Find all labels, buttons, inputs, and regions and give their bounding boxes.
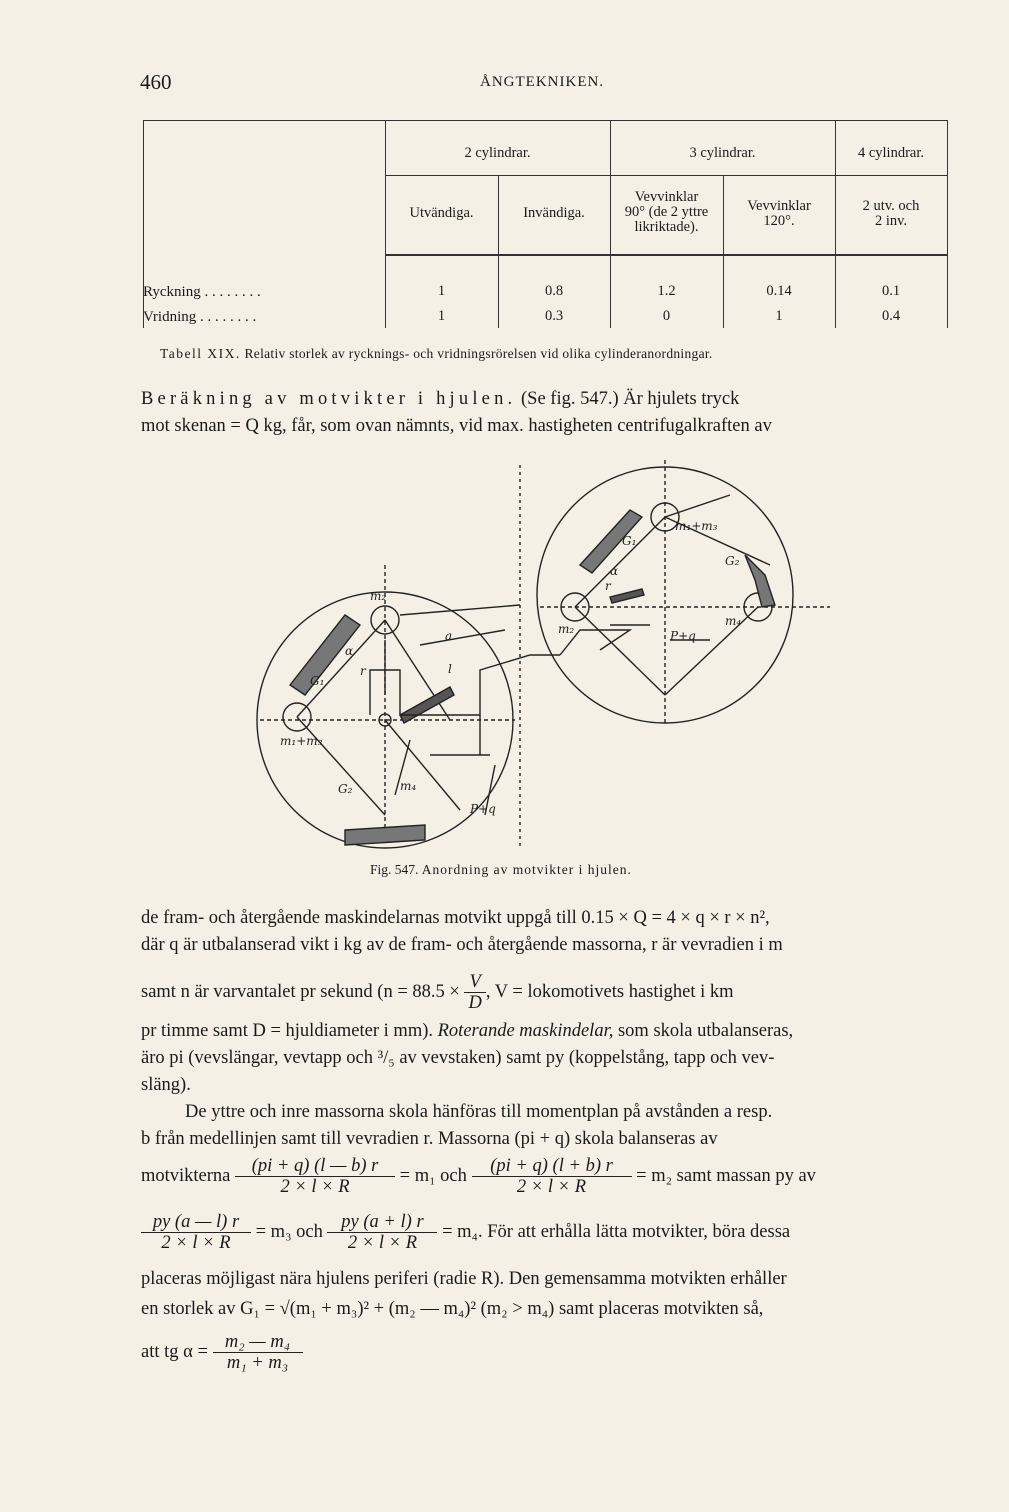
figure-label: G₂ bbox=[725, 554, 740, 568]
fraction-tg-alpha: $\frac{\text{m₂ — m₄}}{\text{m₁ + m₃}}$ bbox=[213, 1332, 303, 1373]
row-label-vridning: Vridning . . . . . . . . bbox=[143, 309, 257, 325]
body-text: motvikterna bbox=[141, 1165, 231, 1186]
body-line: b från medellinjen samt till vevradien r. Massorna (pi + q) skola balanseras av bbox=[141, 1129, 718, 1149]
body-text: = m₃ och bbox=[255, 1221, 323, 1242]
table-cell: 0.3 bbox=[544, 308, 564, 324]
section-heading: Beräkning av motvikter i hjulen. bbox=[141, 389, 517, 409]
section-heading-line bbox=[141, 386, 948, 412]
table-cell: 0 bbox=[662, 308, 671, 324]
connecting-rods bbox=[370, 655, 560, 715]
fraction-m2: $\frac{(pi + q) (l + b) r}{2 \times l \times R}$ bbox=[472, 1156, 632, 1197]
figure-label: α bbox=[345, 644, 354, 658]
col-header-2utv-2inv: 2 utv. och 2 inv. bbox=[862, 198, 920, 229]
body-text: = m₂ samt massan py av bbox=[636, 1165, 816, 1186]
left-counterweight-3 bbox=[400, 687, 454, 723]
figure-label: r bbox=[605, 579, 611, 593]
col-header-vevvinklar-90: Vevvinklar 90° (de 2 yttre likriktade). bbox=[624, 189, 709, 235]
body-line: placeras möjligast nära hjulens periferi (radie R). Den gemensamma motvikten erhåller bbox=[141, 1269, 787, 1289]
table-cell: 1 bbox=[437, 308, 446, 324]
page-number: 460 bbox=[140, 70, 172, 94]
body-line: äro pi (vevslängar, vevtapp och ³/₅ av vevstaken) samt py (koppelstång, tapp och vev- bbox=[141, 1048, 775, 1068]
table-cell: 0.1 bbox=[881, 283, 901, 299]
running-title: ÅNGTEKNIKEN. bbox=[480, 74, 605, 90]
table-xix bbox=[143, 120, 948, 328]
col-header-invandiga: Invändiga. bbox=[523, 205, 585, 221]
group-header-4cyl: 4 cylindrar. bbox=[857, 145, 925, 161]
figure-label: α bbox=[610, 564, 619, 578]
row-label-ryckning: Ryckning . . . . . . . . bbox=[143, 284, 261, 300]
right-crank-line-4 bbox=[665, 607, 758, 695]
table-cell: 1.2 bbox=[657, 283, 676, 299]
left-counterweight-2 bbox=[345, 825, 425, 845]
table-cell: 0.14 bbox=[766, 283, 792, 299]
right-crank-line-3 bbox=[575, 607, 665, 695]
body-line: en storlek av G₁ = √(m₁ + m₃)² + (m₂ — m₄)² (m₂ > m₄) samt placeras motvikten så, bbox=[141, 1299, 764, 1319]
table-cell: 1 bbox=[775, 308, 783, 324]
figure-label: l bbox=[448, 662, 452, 676]
figure-label: P+q bbox=[470, 802, 496, 816]
body-text: = m₄. För att erhålla lätta motvikter, böra dessa bbox=[442, 1221, 791, 1242]
figure-caption-text: Anordning av motvikter i hjulen. bbox=[421, 862, 632, 877]
group-header-3cyl: 3 cylindrar. bbox=[689, 145, 756, 161]
figure-label: G₂ bbox=[338, 782, 353, 796]
left-crank-line-3 bbox=[297, 717, 385, 815]
table-caption-label: Tabell XIX. bbox=[160, 346, 241, 361]
body-text: , V = lokomotivets hastighet i km bbox=[485, 981, 734, 1002]
figure-caption-label: Fig. 547. bbox=[370, 862, 419, 877]
figure-label: m₂ bbox=[558, 622, 575, 636]
right-counterweight-2 bbox=[745, 555, 775, 607]
figure-label: m₄ bbox=[400, 779, 417, 793]
table-caption-text: Relativ storlek av rycknings- och vridningsrörelsen vid olika cylinderanordningar. bbox=[244, 346, 713, 361]
table-cell: 1 bbox=[437, 283, 446, 299]
table-cell: 0.4 bbox=[881, 308, 901, 324]
figure-label: m₁+m₃ bbox=[675, 519, 718, 533]
body-line: släng). bbox=[141, 1075, 191, 1095]
table-header-rule bbox=[385, 254, 948, 256]
left-crank-line-4 bbox=[385, 720, 460, 810]
body-text: = m₁ och bbox=[399, 1165, 467, 1186]
figure-label: m₁+m₃ bbox=[280, 734, 323, 748]
col-header-vevvinklar-120: Vevvinklar 120°. bbox=[747, 198, 811, 229]
body-line: De yttre och inre massorna skola hänföras till momentplan på avstånden a resp. bbox=[185, 1102, 773, 1122]
table-col-rule bbox=[723, 175, 724, 328]
body-line: pr timme samt D = hjuldiameter i mm). Roterande maskindelar, som skola utbalanseras, bbox=[141, 1021, 794, 1041]
vector bbox=[400, 605, 520, 615]
fraction-m3: $\frac{py (a — l) r}{2 \times l \times R}$ bbox=[141, 1212, 251, 1253]
formula-tg-alpha bbox=[141, 1332, 303, 1373]
table-group-rule bbox=[385, 175, 948, 176]
body-text: samt n är varvantalet pr sekund (n = 88.5 × bbox=[141, 981, 460, 1002]
fraction-m4: $\frac{py (a + l) r}{2 \times l \times R}$ bbox=[327, 1212, 437, 1253]
formula-line-2 bbox=[141, 1212, 790, 1253]
figure-label: a bbox=[445, 629, 453, 643]
vector bbox=[420, 630, 505, 645]
body-line: de fram- och återgående maskindelarnas motvikt uppgå till 0.15 × Q = 4 × q × r × n², bbox=[141, 908, 770, 928]
table-col-rule bbox=[498, 175, 499, 328]
section-line-2: mot skenan = Q kg, får, som ovan nämnts, vid max. hastigheten centrifugalkraften av bbox=[141, 416, 772, 436]
table-cell: 0.8 bbox=[544, 283, 564, 299]
section-heading-rest: (Se fig. 547.) Är hjulets tryck bbox=[521, 389, 740, 409]
body-line-fraction bbox=[141, 972, 734, 1013]
group-header-2cyl: 2 cylindrar. bbox=[464, 145, 531, 161]
figure-label: G₁ bbox=[622, 534, 637, 548]
figure-547 bbox=[250, 455, 850, 855]
page-header bbox=[140, 70, 948, 100]
figure-label: r bbox=[360, 664, 366, 678]
figure-label: P+q bbox=[670, 629, 696, 643]
figure-label: G₁ bbox=[310, 674, 325, 688]
figure-label: m₄ bbox=[725, 614, 742, 628]
right-counterweight-3 bbox=[610, 589, 644, 603]
table-caption bbox=[160, 346, 713, 362]
figure-label: m₂ bbox=[370, 589, 387, 603]
table-top-rule bbox=[143, 120, 948, 121]
formula-line-1 bbox=[141, 1156, 816, 1197]
body-line: där q är utbalanserad vikt i kg av de fram- och återgående massorna, r är vevradien i m bbox=[141, 935, 783, 955]
col-header-utvandiga: Utvändiga. bbox=[409, 205, 474, 221]
fraction-v-over-d: $\frac{V}{D}$ bbox=[464, 972, 485, 1013]
body-text: att tg α = bbox=[141, 1341, 208, 1362]
table-right-rule bbox=[947, 120, 948, 328]
figure-caption bbox=[370, 862, 632, 878]
fraction-m1: $\frac{(pi + q) (l — b) r}{2 \times l \times R}$ bbox=[235, 1156, 395, 1197]
